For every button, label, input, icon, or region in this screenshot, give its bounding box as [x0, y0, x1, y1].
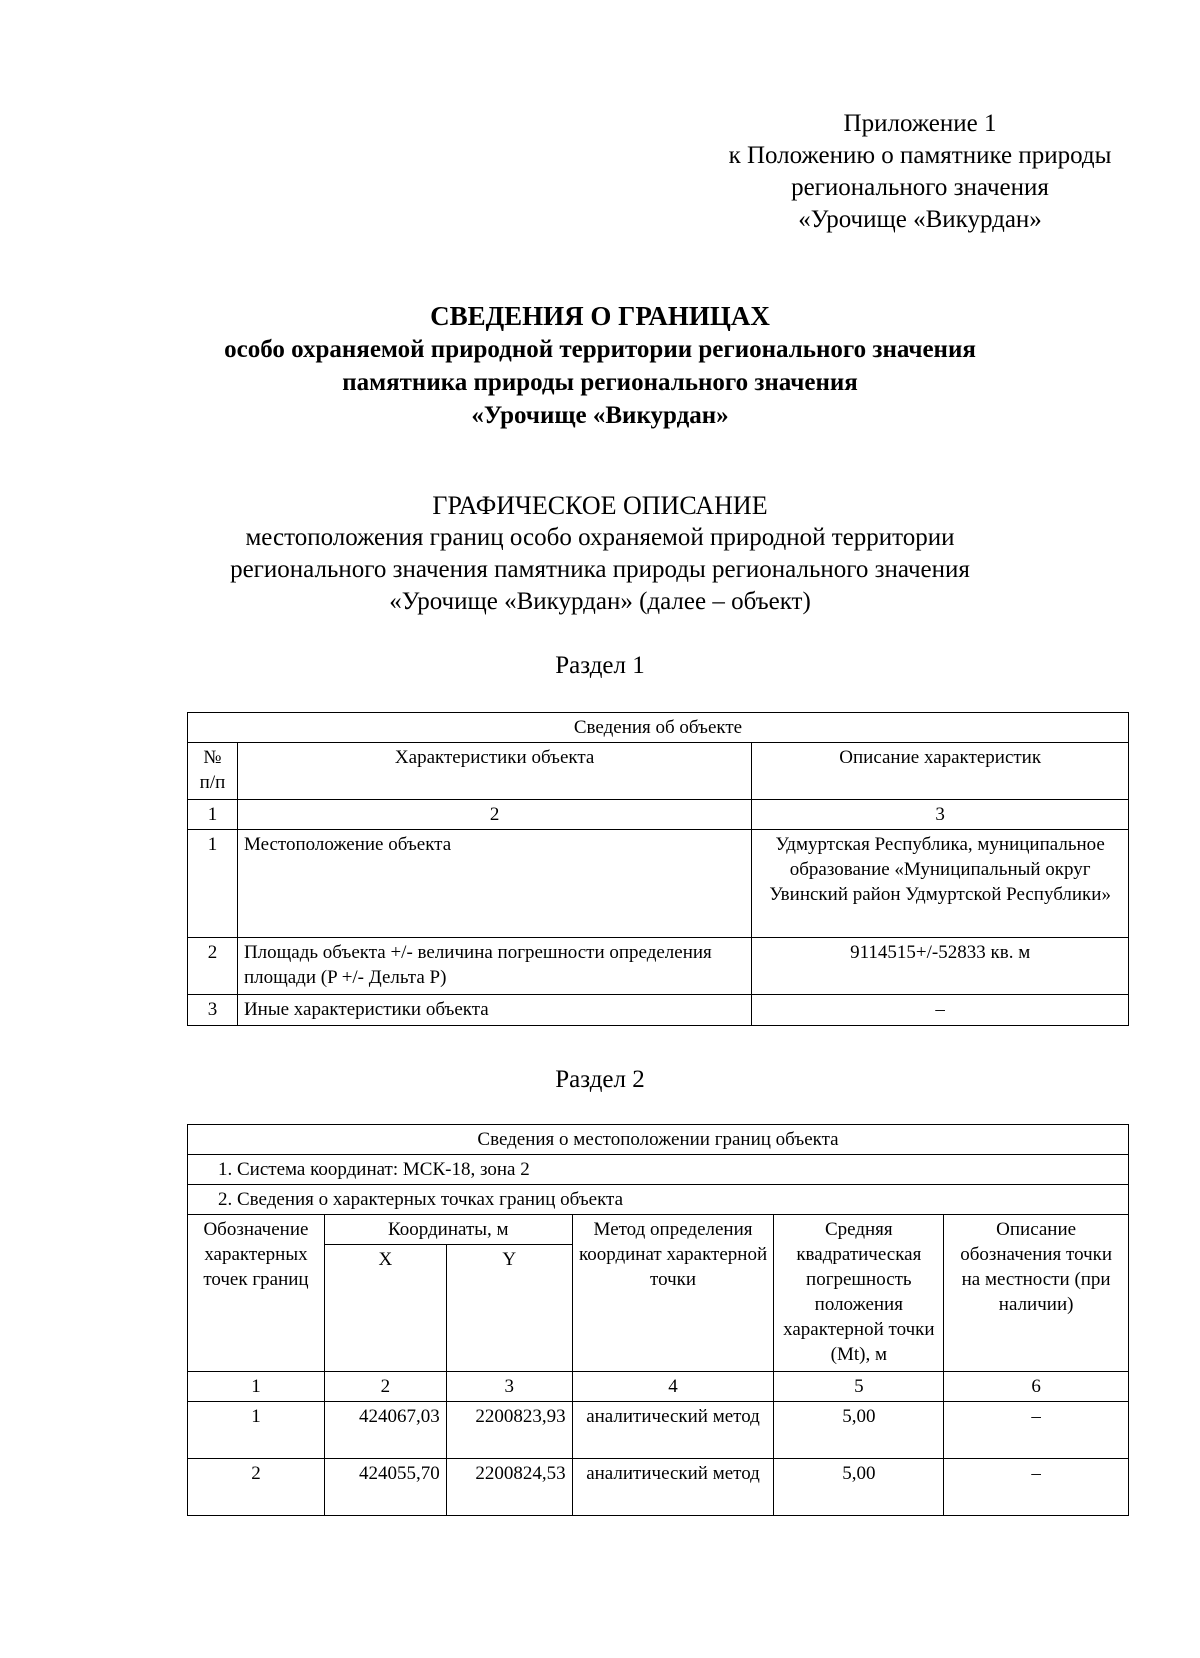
document-title: [0, 300, 1200, 432]
column-number: 6: [944, 1372, 1129, 1402]
column-number: 2: [324, 1372, 446, 1402]
point-x: 424055,70: [324, 1459, 446, 1516]
title-line-1: СВЕДЕНИЯ О ГРАНИЦАХ: [430, 301, 770, 331]
row-number: 1: [188, 830, 238, 938]
row-description: –: [752, 995, 1129, 1026]
point-description: –: [944, 1459, 1129, 1516]
row-number: 3: [188, 995, 238, 1026]
table-row: [188, 995, 1129, 1026]
row-characteristic: Площадь объекта +/- величина погрешности определения площади (P +/- Дельта P): [237, 938, 751, 995]
column-number: 4: [572, 1372, 774, 1402]
column-header-characteristics: Характеристики объекта: [237, 743, 751, 800]
column-header-x: X: [324, 1245, 446, 1372]
boundary-points-table: [187, 1124, 1129, 1516]
point-y: 2200823,93: [446, 1402, 572, 1459]
point-number: 1: [188, 1402, 325, 1459]
column-header-coordinates: Координаты, м: [324, 1215, 572, 1245]
point-y: 2200824,53: [446, 1459, 572, 1516]
table-title: Сведения об объекте: [188, 713, 1129, 743]
column-number: 3: [446, 1372, 572, 1402]
point-description: –: [944, 1402, 1129, 1459]
object-info-table: [187, 712, 1129, 1026]
column-header-point-description: Описание обозначения точки на местности (при наличии): [944, 1215, 1129, 1372]
row-description: Удмуртская Республика, муниципальное образование «Муниципальный округ Увинский район Удмуртской Республики»: [752, 830, 1129, 938]
column-header-y: Y: [446, 1245, 572, 1372]
title-line-3: памятника природы регионального значения: [342, 369, 858, 396]
appendix-line-2: к Положению о памятнике природы: [728, 142, 1112, 169]
table-row: [188, 830, 1129, 938]
column-header-description: Описание характеристик: [752, 743, 1129, 800]
table-row: [188, 1459, 1129, 1516]
point-method: аналитический метод: [572, 1402, 774, 1459]
graphic-line-4: «Урочище «Викурдан» (далее – объект): [389, 588, 811, 615]
appendix-line-1: Приложение 1: [843, 110, 997, 137]
graphic-line-1: ГРАФИЧЕСКОЕ ОПИСАНИЕ: [432, 491, 768, 520]
graphic-description-heading: [0, 490, 1200, 618]
column-header-number: № п/п: [188, 743, 238, 800]
column-number: 5: [774, 1372, 944, 1402]
table-title: Сведения о местоположении границ объекта: [188, 1125, 1129, 1155]
row-characteristic: Местоположение объекта: [237, 830, 751, 938]
point-x: 424067,03: [324, 1402, 446, 1459]
appendix-line-4: «Урочище «Викурдан»: [798, 206, 1042, 233]
title-line-2: особо охраняемой природной территории регионального значения: [224, 336, 976, 363]
title-line-4: «Урочище «Викурдан»: [471, 402, 729, 429]
point-method: аналитический метод: [572, 1459, 774, 1516]
table-row: [188, 1402, 1129, 1459]
row-description: 9114515+/-52833 кв. м: [752, 938, 1129, 995]
points-info-title: 2. Сведения о характерных точках границ объекта: [188, 1185, 1129, 1215]
graphic-line-3: регионального значения памятника природы регионального значения: [230, 556, 970, 583]
row-characteristic: Иные характеристики объекта: [237, 995, 751, 1026]
appendix-note: [660, 108, 1180, 236]
appendix-line-3: регионального значения: [791, 174, 1049, 201]
section-1-title: Раздел 1: [555, 652, 645, 679]
column-number: 1: [188, 800, 238, 830]
coordinate-system: 1. Система координат: МСК-18, зона 2: [188, 1155, 1129, 1185]
point-error: 5,00: [774, 1402, 944, 1459]
point-number: 2: [188, 1459, 325, 1516]
graphic-line-2: местоположения границ особо охраняемой природной территории: [245, 524, 955, 551]
column-header-method: Метод определения координат характерной точки: [572, 1215, 774, 1372]
column-number: 1: [188, 1372, 325, 1402]
section-2-title: Раздел 2: [555, 1066, 645, 1093]
column-number: 2: [237, 800, 751, 830]
table-row: [188, 938, 1129, 995]
row-number: 2: [188, 938, 238, 995]
column-header-designation: Обозначение характерных точек границ: [188, 1215, 325, 1372]
column-number: 3: [752, 800, 1129, 830]
column-header-error: Средняя квадратическая погрешность положения характерной точки (Mt), м: [774, 1215, 944, 1372]
point-error: 5,00: [774, 1459, 944, 1516]
